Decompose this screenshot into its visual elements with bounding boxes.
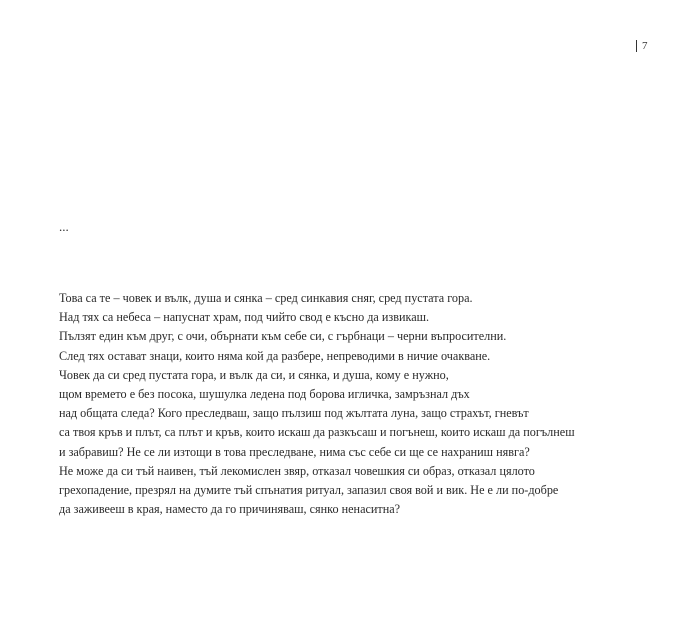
text-line: над общата следа? Кого преследваш, защо пълзиш под жълтата луна, защо страхът, гневът xyxy=(59,406,529,421)
section-ellipsis: ... xyxy=(59,219,69,234)
text-line: и забравиш? Не се ли изтощи в това преследване, нима със себе си ще се нахраниш нявга? xyxy=(59,444,530,459)
text-line: Не може да си тъй наивен, тъй лекомислен звяр, отказал човешкия си образ, отказал цялото xyxy=(59,463,535,478)
text-line: След тях остават знаци, които няма кой да разбере, непреводими в ничие очакване. xyxy=(59,348,491,363)
text-line: грехопадение, презрял на думите тъй спънатия ритуал, запазил своя вой и вик. Не е ли по-добре xyxy=(59,483,559,498)
page-number: 7 xyxy=(636,40,648,52)
text-line: са твоя кръв и плът, са плът и кръв, които искаш да разкъсаш и погънеш, които искаш да погълнеш xyxy=(59,425,575,440)
text-line: да заживееш в края, наместо да го причиняваш, сянко ненаситна? xyxy=(59,502,401,517)
text-line: Човек да си сред пустата гора, и вълк да си, и сянка, и душа, кому е нужно, xyxy=(59,367,449,382)
text-line: Това са те – човек и вълк, душа и сянка – сред синкавия сняг, сред пустата гора. xyxy=(59,291,473,305)
text-line: Пълзят един към друг, с очи, обърнати към себе си, с гърбнаци – черни въпросителни. xyxy=(59,329,507,344)
body-paragraph xyxy=(59,289,649,519)
text-line: щом времето е без посока, шушулка ледена под борова игличка, замръзнал дъх xyxy=(59,387,470,402)
text-line: Над тях са небеса – напуснат храм, под чийто свод е късно да извикаш. xyxy=(59,310,430,325)
